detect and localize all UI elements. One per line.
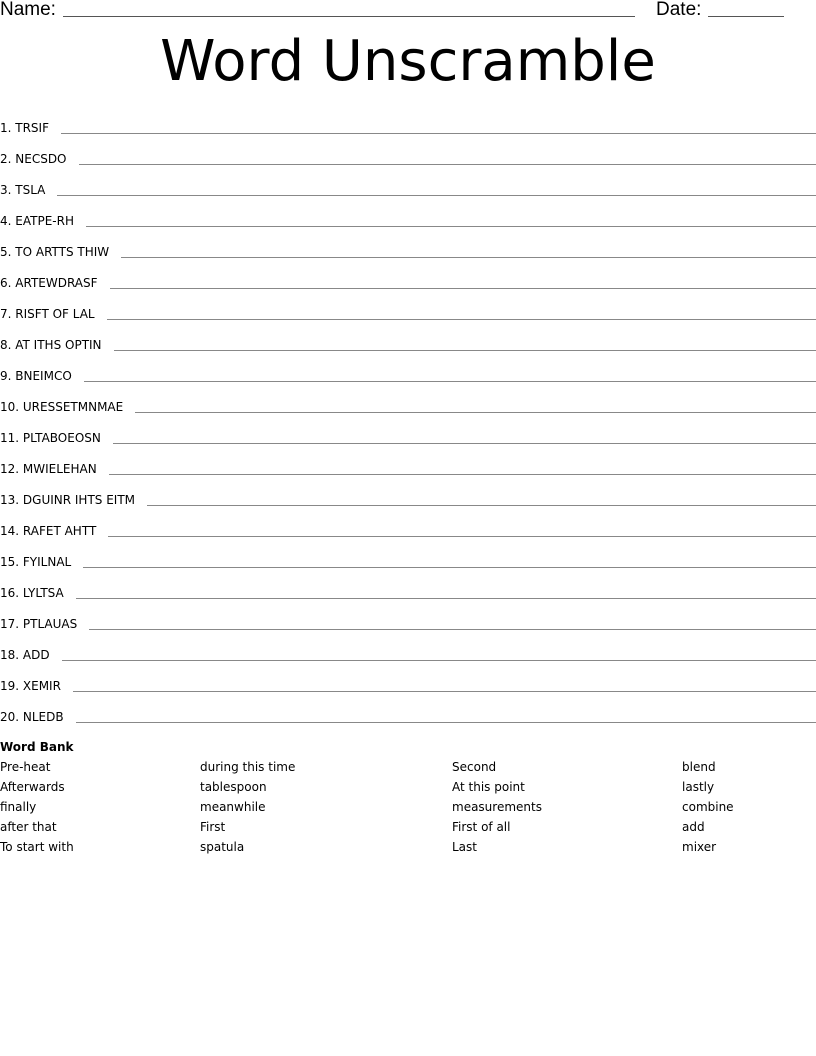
answer-line[interactable] — [83, 567, 816, 568]
word-bank-item: finally — [0, 800, 37, 814]
word-bank-item: during this time — [200, 760, 296, 774]
word-bank-item: mixer — [682, 840, 717, 854]
question-row — [0, 139, 816, 170]
answer-line[interactable] — [79, 164, 816, 165]
word-bank-item: blend — [682, 760, 716, 774]
answer-line[interactable] — [110, 288, 816, 289]
question-text: 13. DGUINR IHTS EITM — [0, 493, 136, 507]
question-text: 14. RAFET AHTT — [0, 524, 97, 538]
answer-line[interactable] — [108, 536, 816, 537]
question-row — [0, 325, 816, 356]
word-bank-row — [0, 800, 816, 820]
answer-line[interactable] — [73, 691, 816, 692]
word-bank-item: tablespoon — [200, 780, 267, 794]
answer-line[interactable] — [121, 257, 816, 258]
answer-line[interactable] — [62, 660, 816, 661]
question-row — [0, 480, 816, 511]
question-row — [0, 542, 816, 573]
word-bank-item: spatula — [200, 840, 245, 854]
question-text: 4. EATPE-RH — [0, 214, 74, 228]
name-label: Name: — [0, 0, 56, 20]
question-row — [0, 511, 816, 542]
question-text: 11. PLTABOEOSN — [0, 431, 101, 445]
word-bank-item: Last — [452, 840, 477, 854]
question-text: 3. TSLA — [0, 183, 46, 197]
word-bank-row — [0, 840, 816, 860]
word-bank-row — [0, 820, 816, 840]
question-row — [0, 232, 816, 263]
answer-line[interactable] — [76, 598, 816, 599]
word-bank-item: First — [200, 820, 226, 834]
word-bank-item: Pre-heat — [0, 760, 51, 774]
word-bank-item: measurements — [452, 800, 542, 814]
name-field-line[interactable] — [63, 16, 635, 17]
answer-line[interactable] — [84, 381, 816, 382]
answer-line[interactable] — [57, 195, 816, 196]
question-row — [0, 170, 816, 201]
question-row — [0, 387, 816, 418]
question-row — [0, 604, 816, 635]
question-text: 19. XEMIR — [0, 679, 61, 693]
answer-line[interactable] — [147, 505, 816, 506]
question-text: 12. MWIELEHAN — [0, 462, 97, 476]
question-text: 20. NLEDB — [0, 710, 64, 724]
question-row — [0, 263, 816, 294]
word-bank-item: To start with — [0, 840, 74, 854]
header — [0, 0, 816, 22]
word-bank-item: First of all — [452, 820, 511, 834]
word-bank-item: Afterwards — [0, 780, 65, 794]
word-bank-row — [0, 780, 816, 800]
question-text: 1. TRSIF — [0, 121, 49, 135]
answer-line[interactable] — [89, 629, 816, 630]
word-bank-item: after that — [0, 820, 57, 834]
question-row — [0, 108, 816, 139]
answer-line[interactable] — [113, 443, 816, 444]
question-row — [0, 201, 816, 232]
word-bank-item: combine — [682, 800, 734, 814]
question-row — [0, 573, 816, 604]
answer-line[interactable] — [76, 722, 816, 723]
question-text: 15. FYILNAL — [0, 555, 72, 569]
question-row — [0, 294, 816, 325]
date-field-line[interactable] — [708, 16, 784, 17]
question-list — [0, 108, 816, 728]
question-text: 18. ADD — [0, 648, 50, 662]
word-bank-row — [0, 760, 816, 780]
question-text: 10. URESSETMNMAE — [0, 400, 124, 414]
question-row — [0, 697, 816, 728]
answer-line[interactable] — [86, 226, 816, 227]
question-text: 6. ARTEWDRASF — [0, 276, 98, 290]
answer-line[interactable] — [109, 474, 816, 475]
question-row — [0, 666, 816, 697]
question-text: 2. NECSDO — [0, 152, 67, 166]
answer-line[interactable] — [61, 133, 816, 134]
page-title: Word Unscramble — [160, 29, 656, 94]
question-text: 7. RISFT OF LAL — [0, 307, 95, 321]
question-text: 16. LYLTSA — [0, 586, 64, 600]
word-bank-item: At this point — [452, 780, 525, 794]
question-text: 8. AT ITHS OPTIN — [0, 338, 102, 352]
word-bank-item: lastly — [682, 780, 715, 794]
date-label: Date: — [656, 0, 702, 20]
answer-line[interactable] — [114, 350, 816, 351]
question-row — [0, 635, 816, 666]
word-bank-title: Word Bank — [0, 740, 74, 754]
answer-line[interactable] — [135, 412, 816, 413]
question-row — [0, 418, 816, 449]
question-text: 5. TO ARTTS THIW — [0, 245, 110, 259]
word-bank-item: Second — [452, 760, 497, 774]
question-row — [0, 449, 816, 480]
question-row — [0, 356, 816, 387]
word-bank-item: add — [682, 820, 705, 834]
answer-line[interactable] — [107, 319, 816, 320]
word-bank — [0, 760, 816, 860]
word-bank-item: meanwhile — [200, 800, 266, 814]
question-text: 9. BNEIMCO — [0, 369, 72, 383]
question-text: 17. PTLAUAS — [0, 617, 78, 631]
